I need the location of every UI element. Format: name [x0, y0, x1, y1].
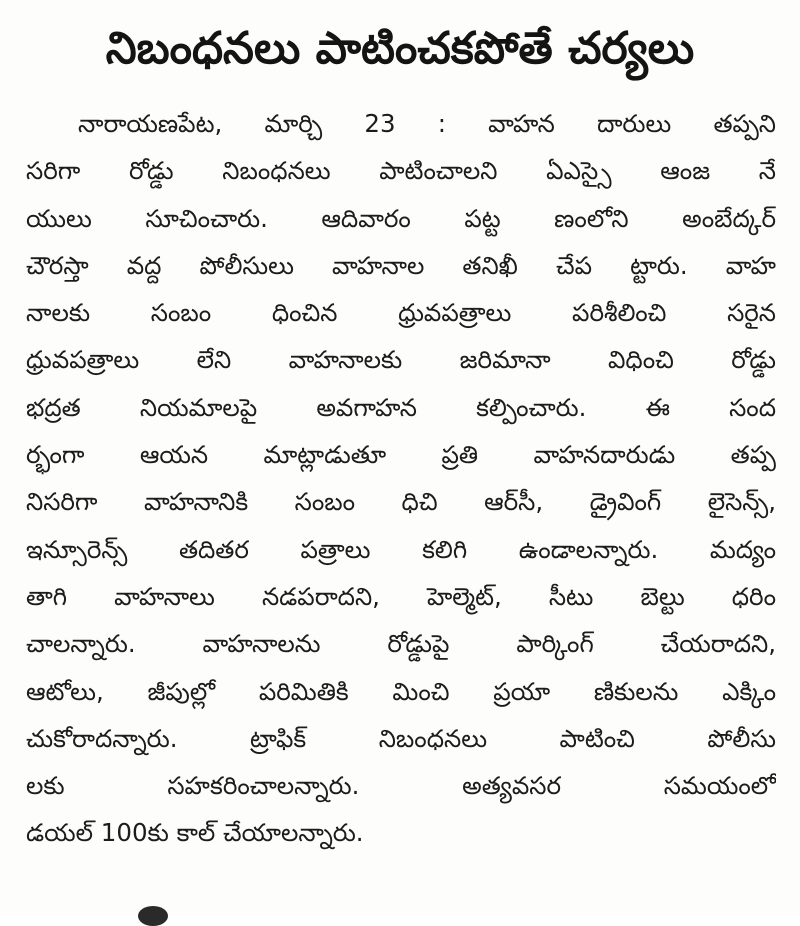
article-line: ర్భంగా ఆయన మాట్లాడుతూ ప్రతి వాహనదారుడు తప్ప — [26, 440, 776, 470]
article-line: ధ్రువపత్రాలు లేని వాహనాలకు జరిమానా విధించి రోడ్డు — [26, 345, 776, 375]
article-line: నాలకు సంబం ధించిన ధ్రువపత్రాలు పరిశీలించి సరైన — [26, 298, 776, 328]
article-line: చాలన్నారు. వాహనాలను రోడ్డుపై పార్కింగ్ చేయరాదని, — [26, 629, 776, 659]
cropped-image-edge — [138, 906, 168, 926]
article-headline: నిబంధనలు పాటించకపోతే చర్యలు — [105, 23, 695, 74]
article-line: యులు సూచించారు. ఆదివారం పట్ట ణంలోని అంబేద్కర్ — [26, 203, 776, 233]
article-line: నారాయణపేట, మార్చి 23 : వాహన దారులు తప్పని — [78, 109, 776, 138]
article-line: సరిగా రోడ్డు నిబంధనలు పాటించాలని ఏఎస్సై ఆంజ నే — [26, 156, 776, 186]
article-line: ఆటోలు, జీపుల్లో పరిమితికి మించి ప్రయా ణికులను ఎక్కిం — [26, 676, 776, 706]
article-line: ఇన్సూరెన్స్ తదితర పత్రాలు కలిగి ఉండాలన్నారు. మద్యం — [26, 534, 776, 564]
article-line: నిసరిగా వాహనానికి సంబం ధిచి ఆర్‌సీ, డ్రైవింగ్ లైసెన్స్, — [26, 487, 776, 517]
article-line: చుకోరాదన్నారు. ట్రాఫిక్ నిబంధనలు పాటించి పోలీసు — [26, 723, 776, 753]
article-line: తాగి వాహనాలు నడపరాదని, హెల్మెట్, సీటు బెల్టు ధరిం — [26, 581, 776, 611]
article-line: భద్రత నియమాలపై అవగాహన కల్పించారు. ఈ సంద — [26, 392, 776, 422]
article-line: లకు సహకరించాలన్నారు. అత్యవసర సమయంలో — [26, 771, 776, 801]
article-line: చౌరస్తా వద్ద పోలీసులు వాహనాల తనిఖీ చేప ట్టారు. వాహ — [26, 250, 776, 280]
article-line: డయల్ 100కు కాల్ చేయాలన్నారు. — [26, 818, 364, 848]
article-body — [26, 100, 776, 857]
